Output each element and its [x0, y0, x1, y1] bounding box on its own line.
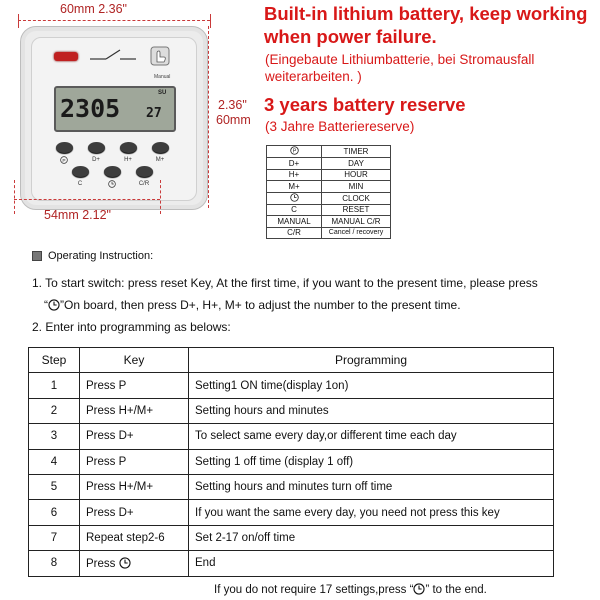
- cell-programming: End: [189, 551, 554, 576]
- manual-hand-icon[interactable]: [150, 46, 170, 66]
- lcd-seconds: 27: [146, 106, 162, 121]
- lcd-display: [54, 86, 176, 132]
- button-c-r[interactable]: [136, 166, 153, 177]
- cell-step: 7: [29, 525, 80, 550]
- legend-key: H+: [267, 169, 322, 181]
- table-row: [29, 525, 554, 550]
- cell-step: 5: [29, 474, 80, 499]
- legend-key: D+: [267, 158, 322, 170]
- battery-reserve: 3 years battery reserve: [264, 94, 466, 115]
- clock-icon: [290, 193, 299, 202]
- button-c[interactable]: [72, 166, 89, 177]
- bottom-dimension-tick: [160, 180, 162, 214]
- timer-device: [20, 26, 208, 210]
- bottom-dimension-line: [14, 199, 160, 201]
- button-d-plus-label: D+: [92, 157, 100, 163]
- dimension-tick: [210, 14, 211, 28]
- p-circle-icon: [60, 156, 68, 164]
- cell-key: Press P: [80, 449, 189, 474]
- table-row: [29, 551, 554, 576]
- headline-de-line1: (Eingebaute Lithiumbatterie, bei Stromausfall: [265, 52, 535, 67]
- cell-key: Press H+/M+: [80, 398, 189, 423]
- lcd-day: SU: [158, 90, 167, 96]
- table-row: [29, 398, 554, 423]
- cell-programming: Setting hours and minutes: [189, 398, 554, 423]
- instruction-step1-line1: 1. To start switch: press reset Key, At the first time, if you want to the present time, please press: [32, 276, 538, 290]
- top-dimension: 60mm 2.36": [60, 2, 127, 16]
- key-legend-table: [266, 145, 391, 239]
- cell-key: Repeat step2-6: [80, 525, 189, 550]
- cell-programming: Setting hours and minutes turn off time: [189, 474, 554, 499]
- legend-value: RESET: [322, 204, 391, 216]
- button-p[interactable]: [56, 142, 73, 153]
- legend-value: CLOCK: [322, 192, 391, 204]
- clock-icon: [108, 180, 116, 188]
- dimension-tick: [18, 14, 19, 28]
- legend-key: [267, 192, 322, 204]
- button-clock[interactable]: [104, 166, 121, 177]
- table-header-row: [29, 348, 554, 373]
- cell-key-text: Press: [86, 557, 116, 570]
- cell-key: Press H+/M+: [80, 474, 189, 499]
- quote-open: “: [44, 298, 48, 312]
- switch-symbol-icon: [90, 46, 136, 62]
- side-dimension-mm: 60mm: [216, 113, 251, 127]
- legend-value: TIMER: [322, 146, 391, 158]
- table-row: [29, 449, 554, 474]
- cell-step: 8: [29, 551, 80, 576]
- button-h-plus-label: H+: [124, 157, 132, 163]
- cell-programming: If you want the same every day, you need not press this key: [189, 500, 554, 525]
- manual-label: Manual: [154, 74, 171, 80]
- side-dimension-inch: 2.36": [218, 98, 247, 112]
- table-row: [29, 500, 554, 525]
- button-p-label: [54, 156, 74, 166]
- bottom-dimension: 54mm 2.12": [44, 208, 111, 222]
- button-clock-label: [102, 180, 122, 190]
- p-circle-icon: [290, 146, 299, 155]
- legend-value: MANUAL C/R: [322, 216, 391, 228]
- cell-step: 6: [29, 500, 80, 525]
- clock-icon: [119, 557, 131, 569]
- legend-row: [267, 227, 391, 239]
- cell-key: Press D+: [80, 424, 189, 449]
- instruction-step2: 2. Enter into programming as belows:: [32, 320, 231, 334]
- headline-de-line2: weiterarbeiten. ): [265, 69, 362, 84]
- legend-row: [267, 158, 391, 170]
- instruction-step1-line2: [44, 298, 461, 312]
- cell-step: 4: [29, 449, 80, 474]
- header-key: Key: [80, 348, 189, 373]
- top-dimension-line: [18, 20, 210, 22]
- cell-key: Press D+: [80, 500, 189, 525]
- footer-note: [214, 583, 487, 596]
- legend-value: Cancel / recovery: [322, 227, 391, 239]
- side-dimension-line: [208, 26, 210, 208]
- clock-icon: [48, 299, 60, 311]
- footer-note-post: ” to the end.: [425, 584, 487, 596]
- headline-line1: Built-in lithium battery, keep working: [264, 3, 588, 24]
- legend-value: DAY: [322, 158, 391, 170]
- table-row: [29, 474, 554, 499]
- header-step: Step: [29, 348, 80, 373]
- operating-instruction-text: Operating Instruction:: [48, 250, 154, 262]
- cell-step: 2: [29, 398, 80, 423]
- legend-key: C/R: [267, 227, 322, 239]
- cell-programming: Setting 1 off time (display 1 off): [189, 449, 554, 474]
- table-row: [29, 424, 554, 449]
- svg-text:P: P: [292, 148, 296, 155]
- button-c-label: C: [77, 181, 83, 187]
- cell-step: 3: [29, 424, 80, 449]
- cell-programming: Set 2-17 on/off time: [189, 525, 554, 550]
- button-h-plus[interactable]: [120, 142, 137, 153]
- svg-text:P: P: [62, 158, 66, 164]
- legend-value: HOUR: [322, 169, 391, 181]
- table-row: [29, 373, 554, 398]
- bullet-square-icon: [32, 251, 42, 261]
- cell-step: 1: [29, 373, 80, 398]
- legend-row: [267, 146, 391, 158]
- headline-line2: when power failure.: [264, 26, 437, 47]
- legend-row: [267, 192, 391, 204]
- legend-row: [267, 181, 391, 193]
- operating-instruction-header: [32, 250, 153, 262]
- programming-table: [28, 347, 554, 577]
- bottom-dimension-tick: [14, 180, 16, 214]
- legend-value: MIN: [322, 181, 391, 193]
- cell-programming: Setting1 ON time(display 1on): [189, 373, 554, 398]
- legend-row: [267, 204, 391, 216]
- header-programming: Programming: [189, 348, 554, 373]
- legend-key: [267, 146, 322, 158]
- legend-key: M+: [267, 181, 322, 193]
- cell-programming: To select same every day,or different time each day: [189, 424, 554, 449]
- cell-key: [80, 551, 189, 576]
- legend-key: MANUAL: [267, 216, 322, 228]
- legend-row: [267, 216, 391, 228]
- button-d-plus[interactable]: [88, 142, 105, 153]
- button-m-plus[interactable]: [152, 142, 169, 153]
- footer-note-pre: If you do not require 17 settings,press “: [214, 584, 414, 596]
- button-c-r-label: C/R: [138, 181, 150, 187]
- legend-key: C: [267, 204, 322, 216]
- timer-faceplate: [31, 37, 197, 201]
- cell-key: Press P: [80, 373, 189, 398]
- lcd-time: 2305: [60, 94, 121, 123]
- battery-reserve-de: (3 Jahre Batteriereserve): [265, 119, 415, 134]
- legend-row: [267, 169, 391, 181]
- button-m-plus-label: M+: [155, 157, 165, 163]
- clock-icon: [413, 583, 425, 595]
- power-led: [54, 52, 78, 61]
- instruction-step1-line2-text: ”On board, then press D+, H+, M+ to adjust the number to the present time.: [60, 298, 461, 312]
